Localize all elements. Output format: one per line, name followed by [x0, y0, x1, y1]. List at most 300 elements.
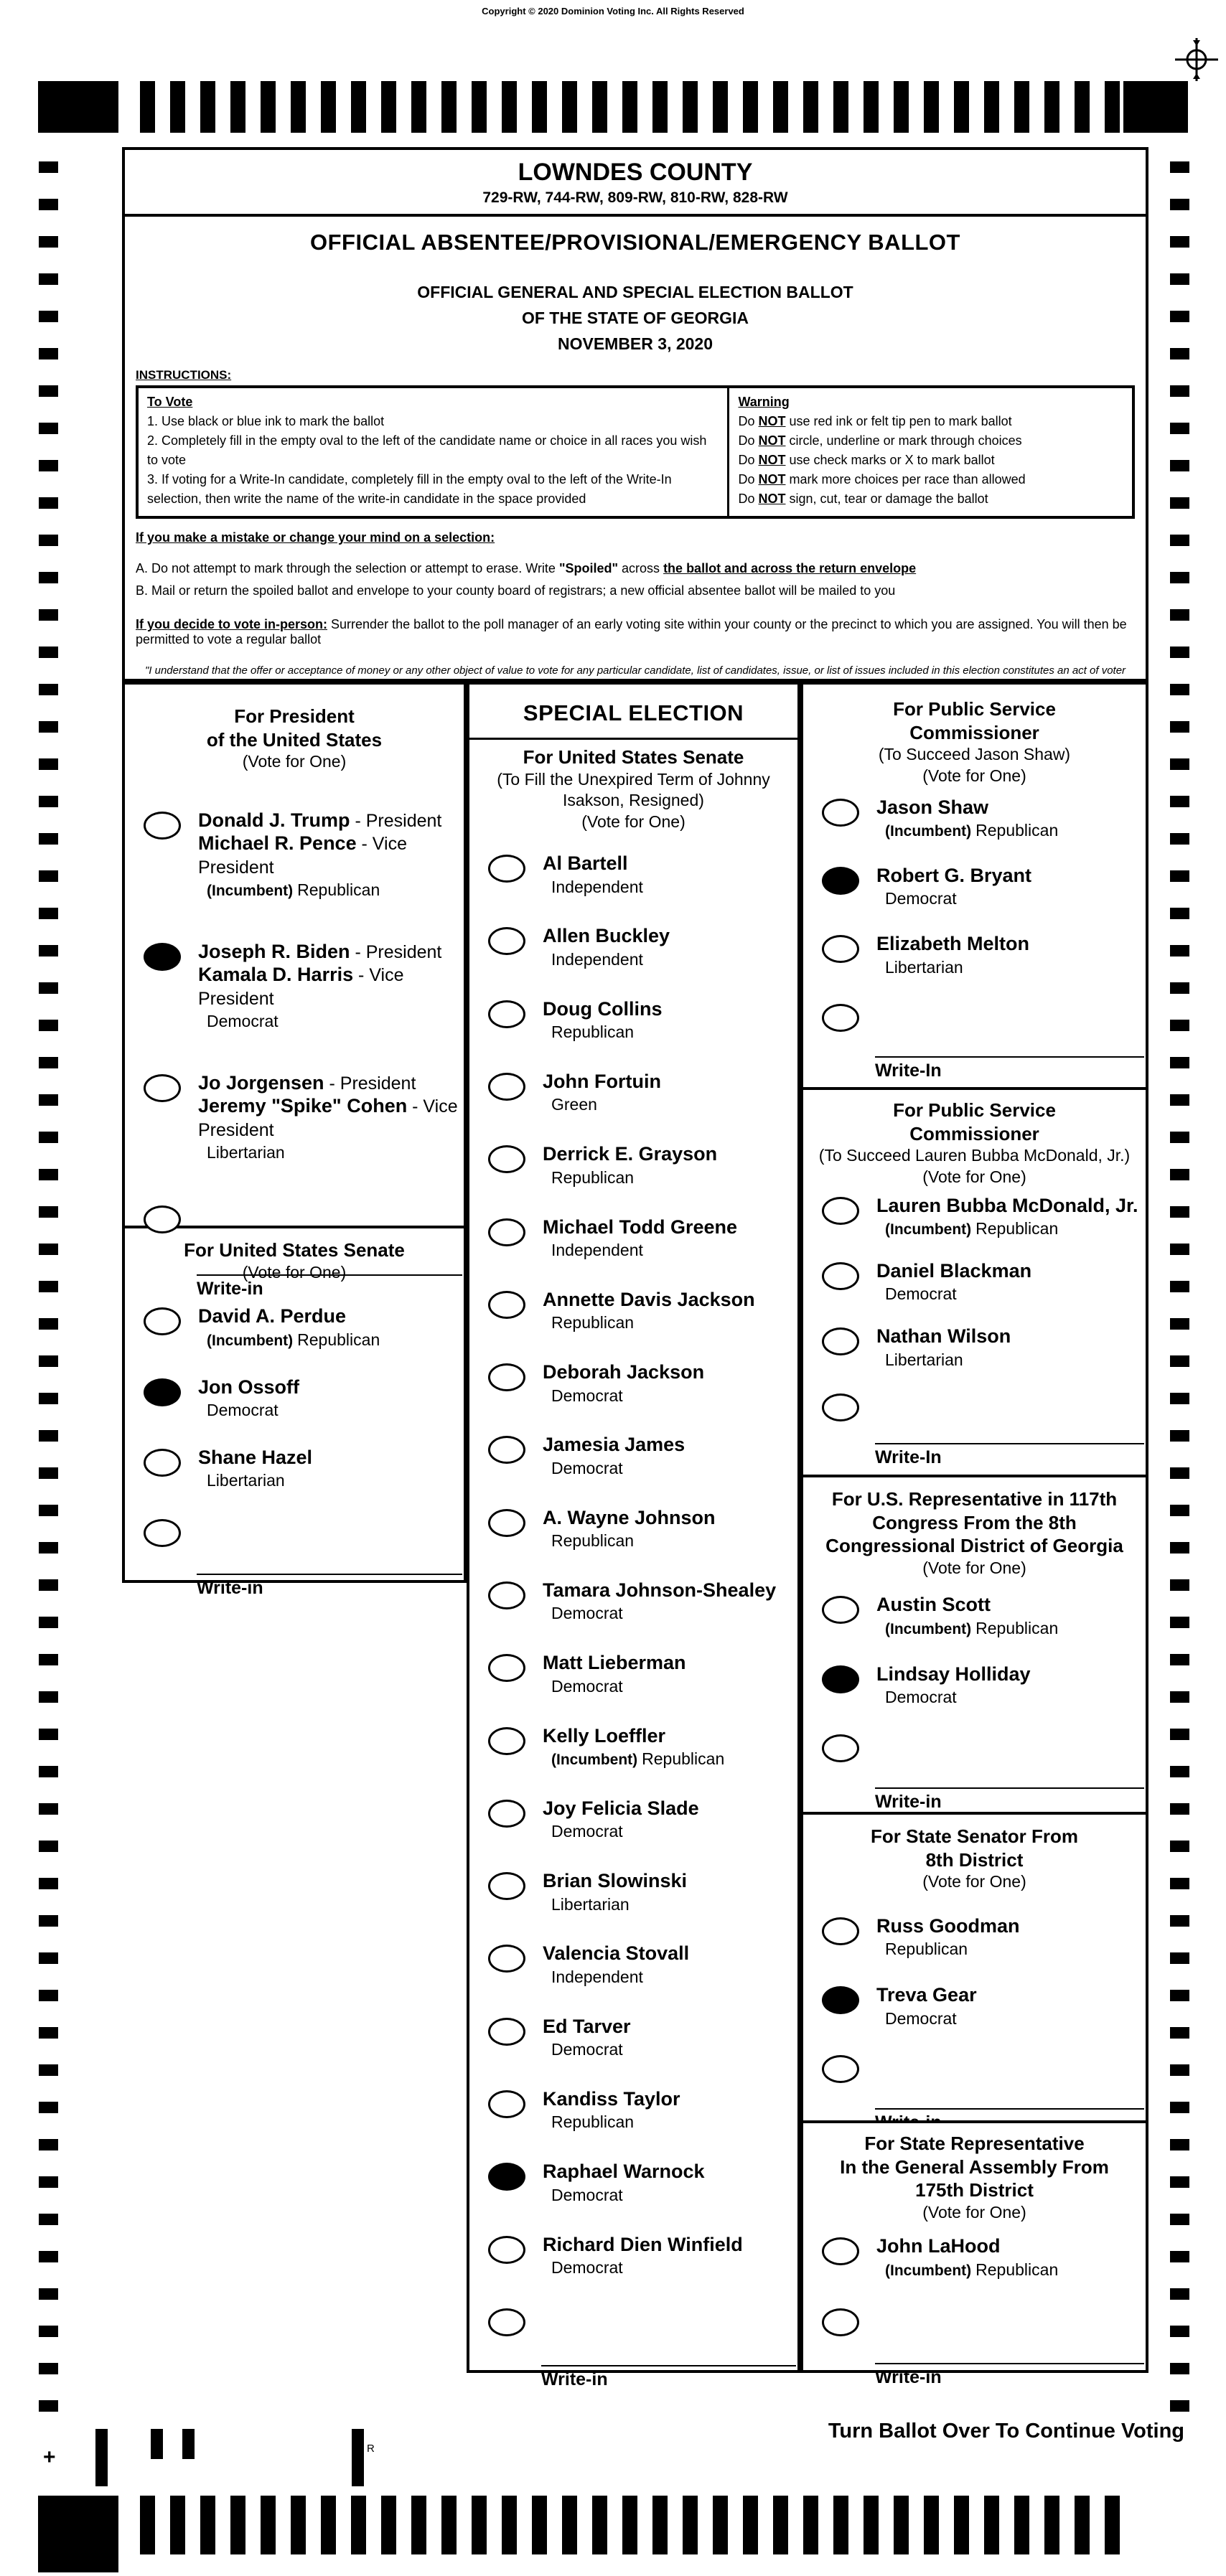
- candidate-text: [543, 1070, 661, 1116]
- candidate-row: [822, 864, 1146, 910]
- to-vote-title: To Vote: [147, 395, 193, 409]
- candidate-party: (Incumbent) Republican: [885, 821, 1059, 840]
- timing-mark: [562, 81, 577, 133]
- voter-fraud-statement: "I understand that the offer or acceptance of money or any other object of value to vote for any particular candidate, list of candidates, issue, or list of issues included in this election constitutes an act of voter: [144, 664, 1126, 677]
- timing-mark: [39, 199, 58, 210]
- candidate-text: [543, 1216, 737, 1261]
- ballot-oval[interactable]: [144, 1449, 181, 1477]
- timing-mark: [39, 1467, 58, 1479]
- instructions-label: INSTRUCTIONS:: [136, 368, 232, 382]
- candidate-party: Libertarian: [885, 957, 963, 977]
- timing-mark: [261, 2496, 276, 2554]
- timing-mark: [39, 1206, 58, 1218]
- write-in-label: Write-in: [197, 1578, 263, 1599]
- candidate-name: Kandiss Taylor: [543, 2087, 680, 2110]
- candidate-row: [488, 1070, 797, 1116]
- candidate-name: Daniel Blackman: [876, 1260, 1032, 1282]
- write-in-blank-row: [822, 1001, 1146, 1034]
- candidate-text: [543, 2087, 680, 2133]
- candidate-text: [876, 1983, 977, 2029]
- ballot-oval[interactable]: [144, 1519, 181, 1547]
- candidate-name: Tamara Johnson-Shealey: [543, 1579, 777, 1601]
- candidate-row: [144, 1376, 464, 1421]
- candidate-role: - President: [324, 1073, 416, 1094]
- candidate-party: Democrat: [551, 1604, 623, 1623]
- timing-mark: [1170, 609, 1189, 621]
- candidate-row: [488, 2015, 797, 2061]
- not-word: NOT: [758, 453, 786, 467]
- contest-title: 8th District: [925, 1848, 1024, 1871]
- candidate-name: Donald J. Trump - President: [198, 809, 442, 831]
- incumbent-label: (Incumbent): [885, 1221, 972, 1238]
- ballot-oval[interactable]: [488, 2236, 525, 2264]
- candidate-row: [488, 2160, 797, 2206]
- candidate-name: Nathan Wilson: [876, 1325, 1011, 1348]
- timing-mark: [39, 870, 58, 882]
- ballot-oval[interactable]: [488, 927, 525, 955]
- timing-mark: [39, 2326, 58, 2337]
- timing-mark: [1170, 1766, 1189, 1777]
- instructions-table: [136, 385, 1135, 519]
- ballot-oval[interactable]: [488, 1800, 525, 1828]
- ballot-oval[interactable]: [488, 1436, 525, 1464]
- timing-mark: [532, 2496, 547, 2554]
- ballot-subtitle-1: OFFICIAL GENERAL AND SPECIAL ELECTION BALLOT: [417, 283, 853, 301]
- timing-mark: [1170, 423, 1189, 434]
- timing-mark: [1170, 1430, 1189, 1442]
- timing-mark: [39, 311, 58, 322]
- timing-mark: [743, 81, 758, 133]
- ballot-oval[interactable]: [822, 1197, 859, 1225]
- registration-crosshair-icon: [1172, 36, 1221, 83]
- write-in-line[interactable]: [875, 1787, 1144, 1790]
- timing-mark: [894, 81, 909, 133]
- write-in-area: [875, 1056, 1144, 1081]
- timing-mark: [1170, 908, 1189, 919]
- candidate-party: Republican: [551, 1531, 635, 1551]
- candidate-text: [198, 940, 464, 1033]
- timing-mark: [39, 1803, 58, 1815]
- timing-mark: [441, 81, 457, 133]
- candidate-list: [822, 2234, 1146, 2338]
- timing-mark: [1170, 1915, 1189, 1927]
- candidate-party: Libertarian: [551, 1894, 630, 1914]
- timing-mark: [39, 497, 58, 509]
- candidate-party: Democrat: [551, 1676, 623, 1696]
- timing-mark: [39, 2288, 58, 2300]
- ballot-oval[interactable]: [822, 935, 859, 963]
- write-in-area: [875, 2363, 1144, 2388]
- timing-mark: [321, 81, 336, 133]
- candidate-text: [543, 1651, 686, 1697]
- timing-mark: [39, 2176, 58, 2188]
- write-in-blank-row: [822, 2052, 1146, 2085]
- timing-mark: [833, 2496, 848, 2554]
- candidate-name: Brian Slowinski: [543, 1870, 688, 1892]
- timing-mark: [924, 2496, 939, 2554]
- timing-mark: [924, 81, 939, 133]
- timing-mark: [592, 81, 607, 133]
- candidate-name: A. Wayne Johnson: [543, 1506, 716, 1528]
- candidate-row: [488, 1579, 797, 1625]
- candidate-name: Annette Davis Jackson: [543, 1288, 755, 1310]
- ballot-oval[interactable]: [488, 1581, 525, 1609]
- candidate-name: Jason Shaw: [876, 796, 989, 818]
- timing-mark: [1170, 535, 1189, 546]
- candidate-row: [488, 997, 797, 1043]
- candidate-name: John LaHood: [876, 2235, 1001, 2257]
- vote-for-label: (Vote for One): [242, 1262, 347, 1282]
- candidate-row: [822, 932, 1146, 978]
- candidate-name: Joy Felicia Slade: [543, 1797, 699, 1819]
- candidate-text: [543, 1724, 724, 1770]
- candidate-party: Democrat: [551, 1822, 623, 1841]
- candidate-party: (Incumbent) Republican: [207, 880, 380, 900]
- ballot-oval[interactable]: [822, 1262, 859, 1290]
- candidate-party: Republican: [551, 1313, 635, 1332]
- candidate-name: Kamala D. Harris - Vice President: [198, 964, 404, 1009]
- mistake-item-a: A. Do not attempt to mark through the selection or attempt to erase. Write "Spoiled" across the ballot and across the return envelope: [136, 561, 917, 575]
- candidate-party: Independent: [551, 1240, 643, 1259]
- to-vote-cell: [139, 388, 729, 516]
- candidate-text: [876, 2234, 1058, 2280]
- registration-letter: R: [367, 2443, 375, 2455]
- ballot-oval[interactable]: [144, 812, 181, 840]
- timing-mark: [1170, 870, 1189, 882]
- timing-mark: [230, 81, 245, 133]
- ballot-oval[interactable]: [822, 1393, 859, 1421]
- timing-mark: [39, 1579, 58, 1591]
- contest-title: For State Representative: [864, 2133, 1085, 2154]
- ballot-oval[interactable]: [144, 1307, 181, 1335]
- write-in-line[interactable]: [197, 1574, 462, 1576]
- timing-mark: [1170, 1654, 1189, 1665]
- timing-mark: [39, 1393, 58, 1404]
- ballot-oval[interactable]: [488, 1727, 525, 1755]
- candidate-text: [198, 1305, 380, 1350]
- contest-psc-shaw: [800, 682, 1148, 1090]
- timing-mark: [713, 81, 728, 133]
- to-vote-item: 1. Use black or blue ink to mark the ballot: [147, 414, 385, 428]
- vote-for-label: (Vote for One): [581, 812, 685, 832]
- mistake-item-b: B. Mail or return the spoiled ballot and envelope to your county board of registrars; a new official absentee ballot will be mailed to you: [136, 583, 896, 598]
- ballot-oval-filled[interactable]: [144, 1378, 181, 1406]
- timing-mark: [291, 2496, 306, 2554]
- contest-title: For U.S. Representative in 117th: [831, 1488, 1118, 1510]
- ballot-oval[interactable]: [488, 1291, 525, 1319]
- candidate-row: [822, 1983, 1146, 2029]
- ballot-oval[interactable]: [488, 2018, 525, 2046]
- ballot-oval[interactable]: [822, 1734, 859, 1762]
- timing-mark: [39, 1766, 58, 1777]
- ballot-oval-filled[interactable]: [822, 1665, 859, 1693]
- candidate-party: (Incumbent) Republican: [207, 1330, 380, 1349]
- timing-mark: [39, 1617, 58, 1628]
- timing-mark: [39, 1094, 58, 1106]
- timing-mark: [562, 2496, 577, 2554]
- timing-mark: [472, 2496, 487, 2554]
- timing-mark: [39, 1729, 58, 1740]
- timing-mark: [39, 758, 58, 770]
- ballot-oval-filled[interactable]: [822, 1986, 859, 2014]
- timing-mark: [1170, 796, 1189, 807]
- incumbent-label: (Incumbent): [885, 2262, 972, 2279]
- banner-divider: [469, 738, 797, 740]
- ballot-oval[interactable]: [144, 1205, 181, 1233]
- candidate-party: Democrat: [885, 889, 957, 908]
- write-in-line[interactable]: [875, 2363, 1144, 2366]
- contest-us-senate: [125, 1228, 464, 1599]
- warning-cell: [729, 388, 1132, 516]
- write-in-blank-row: [488, 2305, 797, 2338]
- timing-mark: [1170, 1094, 1189, 1106]
- candidate-party: Democrat: [885, 1688, 957, 1707]
- timing-mark: [39, 2251, 58, 2262]
- write-in-area: [875, 1787, 1144, 1813]
- timing-mark: [39, 1318, 58, 1330]
- ballot-oval[interactable]: [488, 855, 525, 883]
- contest-special-us-senate: [469, 700, 797, 2390]
- timing-mark: [864, 81, 879, 133]
- timing-mark: [1170, 1057, 1189, 1068]
- timing-mark: [39, 1169, 58, 1180]
- timing-mark: [39, 2139, 58, 2150]
- candidate-row: [488, 2087, 797, 2133]
- ballot-oval-filled[interactable]: [144, 943, 181, 971]
- write-in-line[interactable]: [875, 1443, 1144, 1446]
- candidate-text: [543, 1142, 717, 1188]
- candidate-name: Matt Lieberman: [543, 1652, 686, 1674]
- candidate-text: [198, 1376, 299, 1421]
- vote-for-label: (Vote for One): [922, 1167, 1026, 1186]
- timing-mark: [170, 2496, 185, 2554]
- ballot-oval[interactable]: [488, 2308, 525, 2336]
- ballot-oval[interactable]: [822, 799, 859, 827]
- timing-block: [1123, 81, 1188, 133]
- timing-mark: [1170, 348, 1189, 359]
- candidate-row: [488, 2233, 797, 2279]
- candidate-party: Democrat: [551, 1386, 623, 1405]
- timing-mark: [1170, 2214, 1189, 2225]
- candidate-row: [488, 1651, 797, 1697]
- ballot-oval[interactable]: [822, 2055, 859, 2083]
- timing-mark: [1170, 2288, 1189, 2300]
- ballot-oval-filled[interactable]: [488, 2163, 525, 2191]
- candidate-row: [822, 796, 1146, 842]
- ballot-oval[interactable]: [488, 1363, 525, 1391]
- timing-mark: [954, 81, 969, 133]
- ballot-oval[interactable]: [488, 1509, 525, 1537]
- candidate-row: [488, 1433, 797, 1479]
- ballot-oval[interactable]: [822, 1917, 859, 1945]
- ballot-oval[interactable]: [488, 1872, 525, 1900]
- candidate-name: Richard Dien Winfield: [543, 2233, 743, 2255]
- timing-mark: [39, 982, 58, 994]
- timing-mark: [1170, 1467, 1189, 1479]
- candidate-text: [543, 1360, 704, 1406]
- candidate-name: Robert G. Bryant: [876, 865, 1032, 887]
- candidate-list: [822, 796, 1146, 1034]
- candidate-name: Joseph R. Biden - President: [198, 940, 442, 962]
- timing-mark: [1170, 497, 1189, 509]
- timing-block: [38, 81, 118, 133]
- candidate-row: [488, 1216, 797, 1261]
- candidate-text: [543, 1579, 776, 1625]
- timing-mark: [1044, 2496, 1059, 2554]
- contest-subtitle: (To Fill the Unexpired Term of Johnny: [497, 769, 770, 789]
- timing-mark: [773, 2496, 788, 2554]
- timing-mark: [1170, 721, 1189, 733]
- ballot-oval[interactable]: [822, 1327, 859, 1355]
- contest-banner: SPECIAL ELECTION: [523, 700, 744, 725]
- candidate-party: Democrat: [551, 1458, 623, 1477]
- timing-mark: [1170, 1691, 1189, 1703]
- timing-mark: [1170, 1281, 1189, 1292]
- timing-mark: [411, 2496, 426, 2554]
- candidate-row: [488, 1288, 797, 1334]
- candidate-role: - Vice President: [198, 834, 407, 878]
- write-in-line[interactable]: [875, 2108, 1144, 2111]
- candidate-party: Green: [551, 1095, 597, 1114]
- candidate-text: [543, 1506, 716, 1552]
- ballot-oval[interactable]: [488, 1073, 525, 1101]
- to-vote-item: 2. Completely fill in the empty oval to the left of the candidate name or choice in all races you wish to vote: [147, 433, 707, 467]
- timing-mark: [683, 2496, 698, 2554]
- ballot-oval[interactable]: [488, 1654, 525, 1682]
- timing-mark: [1170, 758, 1189, 770]
- timing-mark: [1170, 273, 1189, 285]
- contest-subtitle: (To Succeed Jason Shaw): [878, 745, 1071, 763]
- candidate-text: [876, 1663, 1031, 1708]
- middle-column: [467, 682, 800, 2389]
- copyright-text: Copyright © 2020 Dominion Voting Inc. All Rights Reserved: [482, 6, 744, 17]
- warning-item: Do NOT use check marks or X to mark ballot: [738, 453, 995, 467]
- ballot-oval[interactable]: [488, 1218, 525, 1246]
- precinct-codes: 729-RW, 744-RW, 809-RW, 810-RW, 828-RW: [482, 189, 788, 206]
- timing-mark: [1075, 81, 1090, 133]
- timing-mark: [1170, 1729, 1189, 1740]
- write-in-area: [875, 1443, 1144, 1468]
- candidate-party: Democrat: [207, 1012, 279, 1031]
- candidate-text: [876, 1259, 1031, 1305]
- candidate-text: [543, 1942, 689, 1988]
- ballot-oval[interactable]: [822, 1596, 859, 1624]
- ballot-oval[interactable]: [144, 1074, 181, 1102]
- candidate-party: Republican: [551, 2112, 635, 2132]
- timing-mark: [411, 81, 426, 133]
- timing-mark: [39, 2400, 58, 2412]
- contest-title: In the General Assembly From: [840, 2156, 1109, 2178]
- ballot-oval[interactable]: [488, 1945, 525, 1973]
- candidate-list: [822, 1914, 1146, 2086]
- timing-mark: [170, 81, 185, 133]
- timing-mark: [1014, 2496, 1029, 2554]
- timing-mark: [39, 1132, 58, 1143]
- vote-for-label: (Vote for One): [922, 766, 1026, 785]
- timing-mark: [472, 81, 487, 133]
- incumbent-label: (Incumbent): [885, 823, 972, 840]
- ballot-oval[interactable]: [822, 2237, 859, 2265]
- write-in-line[interactable]: [875, 1056, 1144, 1059]
- candidate-party: Democrat: [885, 1284, 957, 1304]
- candidate-party: Libertarian: [885, 1350, 963, 1369]
- candidate-name: Jon Ossoff: [198, 1376, 300, 1398]
- write-in-line[interactable]: [541, 2365, 796, 2368]
- ballot-oval[interactable]: [488, 1000, 525, 1028]
- timing-mark: [1170, 1206, 1189, 1218]
- ballot-oval[interactable]: [822, 1004, 859, 1032]
- timing-mark: [1044, 81, 1059, 133]
- left-column: [122, 682, 467, 1599]
- write-in-blank-row: [822, 2305, 1146, 2338]
- candidate-party: Democrat: [885, 2008, 957, 2028]
- incumbent-label: (Incumbent): [885, 1620, 972, 1637]
- candidate-text: [543, 997, 662, 1043]
- candidate-row: [822, 1325, 1146, 1371]
- candidate-name: John Fortuin: [543, 1071, 661, 1093]
- warning-item: Do NOT mark more choices per race than allowed: [738, 472, 1026, 486]
- candidate-party: Libertarian: [207, 1143, 285, 1162]
- timing-mark: [39, 385, 58, 397]
- candidate-row: [822, 1663, 1146, 1708]
- timing-mark: [954, 2496, 969, 2554]
- not-word: NOT: [758, 414, 786, 428]
- ballot-header-box: [122, 147, 1148, 682]
- timing-mark: [652, 2496, 668, 2554]
- timing-mark: [39, 2102, 58, 2113]
- ballot-oval-filled[interactable]: [822, 867, 859, 895]
- ballot-oval[interactable]: [822, 2308, 859, 2336]
- candidate-party: Independent: [551, 949, 643, 969]
- timing-mark: [1105, 81, 1120, 133]
- write-in-blank-row: [822, 1391, 1146, 1424]
- ballot-oval[interactable]: [488, 1145, 525, 1173]
- candidate-name: Treva Gear: [876, 1984, 977, 2006]
- ballot-oval[interactable]: [488, 2090, 525, 2118]
- contest-title: For Public Service: [893, 1099, 1056, 1121]
- timing-mark: [39, 684, 58, 695]
- timing-mark: [39, 2363, 58, 2374]
- timing-mark: [39, 460, 58, 471]
- timing-mark: [39, 1057, 58, 1068]
- timing-mark: [140, 81, 155, 133]
- candidate-row: [144, 940, 464, 1033]
- timing-mark: [39, 796, 58, 807]
- contest-subtitle: Isakson, Resigned): [563, 791, 704, 810]
- timing-mark: [39, 273, 58, 285]
- timing-mark: [502, 81, 517, 133]
- candidate-party: Independent: [551, 1967, 643, 1986]
- timing-mark: [1170, 1355, 1189, 1367]
- candidate-party: Independent: [551, 877, 643, 896]
- timing-mark: [652, 81, 668, 133]
- candidate-text: [876, 864, 1031, 910]
- timing-mark: [140, 2496, 155, 2554]
- contest-title: For United States Senate: [184, 1239, 405, 1261]
- vote-for-label: (Vote for One): [242, 752, 347, 771]
- contest-us-representative: [800, 1475, 1148, 1815]
- candidate-party: (Incumbent) Republican: [885, 2260, 1059, 2279]
- write-in-label: Write-in: [197, 1279, 263, 1299]
- timing-mark: [1170, 2251, 1189, 2262]
- timing-mark: [773, 81, 788, 133]
- timing-mark: [1170, 1579, 1189, 1591]
- header-divider: [125, 214, 1146, 217]
- timing-mark: [1170, 1244, 1189, 1255]
- candidate-party: (Incumbent) Republican: [551, 1749, 725, 1768]
- incumbent-label: (Incumbent): [207, 883, 294, 900]
- timing-mark: [39, 609, 58, 621]
